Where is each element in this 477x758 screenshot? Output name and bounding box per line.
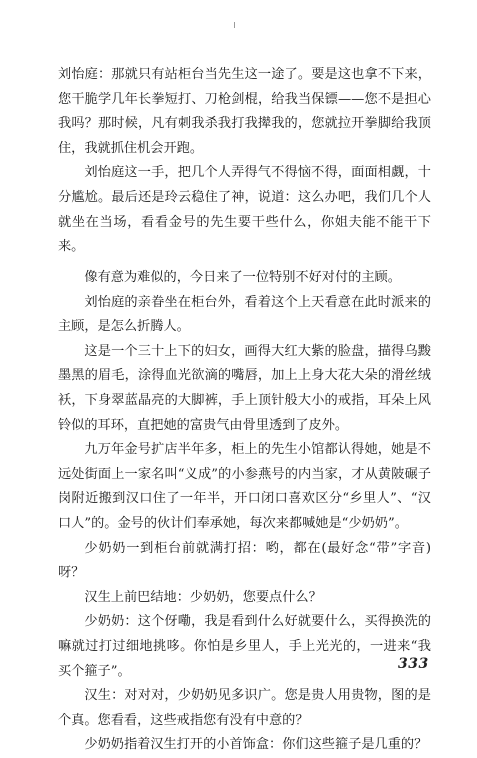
paragraph: 这是一个三十上下的妇女，画得大红大紫的脸盘，描得乌黢墨黑的眉毛，涂得血光欲滴的嘴唇，加上上身大花大朵的滑丝绒袄，下身翠蓝晶亮的大脚裤，手上顶针般大小的戒指，耳朵上风铃似的耳环，直把她的富贵气由骨里透到了皮外。: [58, 343, 431, 433]
paragraph: 刘怡庭这一手，把几个人弄得气不得恼不得，面面相觑，十分尴尬。最后还是玲云稳住了神，说道：这么办吧，我们几个人就坐在当场，看看金号的先生要干些什么，你姐夫能不能干下来。: [58, 165, 431, 255]
paragraph: 汉生上前巴结地：少奶奶，您要点什么？: [84, 589, 322, 605]
text-section-1: [58, 63, 431, 260]
paragraph: 少奶奶：这个伢嘞，我是看到什么好就要什么，买得换洗的嘛就过打过细地挑哆。你怕是乡里人，手上光光的，一进来“我买个箍子”。: [58, 614, 431, 679]
paragraph: 刘怡庭：那就只有站柜台当先生这一途了。要是这也拿不下来，您干脆学几年长拳短打、刀枪剑棍，给我当保镖——您不是担心我吗？那时候，凡有刺我杀我打我撵我的，您就拉开拳脚给我顶住，我就抓住机会开跑。: [58, 67, 431, 156]
paragraph: 汉生：对对对，少奶奶见多识广。您是贵人用贵物，图的是个真。您看看，这些戒指您有没有中意的？: [58, 688, 431, 728]
gutter-mark: [234, 22, 235, 28]
paragraph: 少奶奶一到柜台前就满打招：哟，都在(最好念“带”字音)呀？: [58, 540, 431, 581]
paragraph: 刘怡庭的亲眷坐在柜台外，看着这个上天看意在此时派来的主顾，是怎么折腾人。: [58, 294, 431, 335]
paragraph: 九万年金号扩店半年多，柜上的先生小馆都认得她，她是不远处街面上一家名叫“义成”的小参燕号的内当家，才从黄陂碾子岗附近搬到汉口住了一年半，开口闭口喜欢区分“乡里人”、“汉口人”的。金号的伙计们奉承她，每次来都喊她是“少奶奶”。: [58, 442, 431, 531]
page-number: 333: [398, 656, 429, 672]
paragraph: 像有意为难似的，今日来了一位特别不好对付的主顾。: [84, 270, 401, 285]
text-section-2: [58, 266, 431, 758]
paragraph: 少奶奶指着汉生打开的小首饰盒：你们这些箍子是几重的？: [84, 737, 428, 753]
